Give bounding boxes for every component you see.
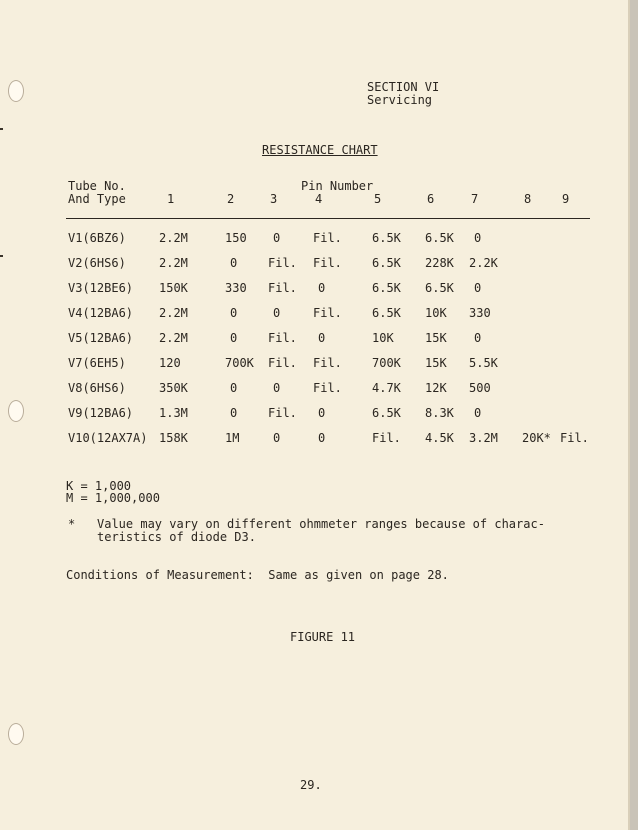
tube-type-cell: V3(12BE6) bbox=[68, 281, 134, 295]
resistance-cell-pin-4: Fil. bbox=[313, 306, 342, 320]
resistance-cell-pin-4: 0 bbox=[318, 331, 326, 345]
resistance-cell-pin-2: 700K bbox=[225, 356, 254, 370]
tube-type-cell: V2(6HS6) bbox=[68, 256, 126, 270]
resistance-cell-pin-6: 228K bbox=[425, 256, 454, 270]
tube-type-cell: V7(6EH5) bbox=[68, 356, 126, 370]
resistance-cell-pin-1: 1.3M bbox=[159, 406, 188, 420]
resistance-cell-pin-2: 0 bbox=[230, 406, 238, 420]
table-row bbox=[0, 281, 630, 295]
resistance-cell-pin-4: Fil. bbox=[313, 381, 342, 395]
resistance-cell-pin-6: 8.3K bbox=[425, 406, 454, 420]
table-rule bbox=[66, 218, 590, 219]
table-row bbox=[0, 331, 630, 345]
pin-header-3: 3 bbox=[270, 192, 278, 206]
resistance-cell-pin-5: 6.5K bbox=[372, 281, 401, 295]
resistance-cell-pin-2: 330 bbox=[225, 281, 247, 295]
resistance-cell-pin-5: 6.5K bbox=[372, 231, 401, 245]
table-row bbox=[0, 306, 630, 320]
resistance-cell-pin-7: 0 bbox=[474, 406, 482, 420]
resistance-cell-pin-5: 6.5K bbox=[372, 406, 401, 420]
pin-header-5: 5 bbox=[374, 192, 382, 206]
resistance-cell-pin-6: 6.5K bbox=[425, 231, 454, 245]
resistance-cell-pin-3: Fil. bbox=[268, 256, 297, 270]
resistance-cell-pin-7: 0 bbox=[474, 231, 482, 245]
resistance-cell-pin-4: 0 bbox=[318, 406, 326, 420]
resistance-cell-pin-9: Fil. bbox=[560, 431, 589, 445]
tube-type-cell: V10(12AX7A) bbox=[68, 431, 148, 445]
resistance-cell-pin-1: 158K bbox=[159, 431, 188, 445]
resistance-cell-pin-3: 0 bbox=[273, 431, 281, 445]
resistance-cell-pin-1: 120 bbox=[159, 356, 181, 370]
resistance-cell-pin-7: 0 bbox=[474, 281, 482, 295]
resistance-cell-pin-7: 330 bbox=[469, 306, 491, 320]
pin-header-2: 2 bbox=[227, 192, 235, 206]
table-row bbox=[0, 406, 630, 420]
margin-mark bbox=[0, 128, 3, 130]
resistance-cell-pin-4: 0 bbox=[318, 431, 326, 445]
resistance-cell-pin-3: 0 bbox=[273, 231, 281, 245]
pin-header-6: 6 bbox=[427, 192, 435, 206]
resistance-cell-pin-1: 2.2M bbox=[159, 331, 188, 345]
resistance-cell-pin-3: Fil. bbox=[268, 406, 297, 420]
resistance-cell-pin-4: Fil. bbox=[313, 231, 342, 245]
resistance-cell-pin-5: 10K bbox=[372, 331, 394, 345]
tube-type-cell: V5(12BA6) bbox=[68, 331, 134, 345]
binder-hole bbox=[8, 723, 24, 745]
pin-header-9: 9 bbox=[562, 192, 570, 206]
pin-header-8: 8 bbox=[524, 192, 532, 206]
tube-type-cell: V8(6HS6) bbox=[68, 381, 126, 395]
tube-header-line1: Tube No. bbox=[68, 179, 126, 193]
resistance-cell-pin-5: 4.7K bbox=[372, 381, 401, 395]
footnote-line1: Value may vary on different ohmmeter ranges because of charac- bbox=[97, 517, 545, 531]
resistance-cell-pin-2: 0 bbox=[230, 256, 238, 270]
resistance-cell-pin-6: 12K bbox=[425, 381, 447, 395]
resistance-cell-pin-1: 2.2M bbox=[159, 256, 188, 270]
tube-type-cell: V4(12BA6) bbox=[68, 306, 134, 320]
resistance-cell-pin-8: 20K* bbox=[522, 431, 551, 445]
pin-header-4: 4 bbox=[315, 192, 323, 206]
section-subheading: Servicing bbox=[367, 93, 433, 107]
resistance-cell-pin-5: 6.5K bbox=[372, 306, 401, 320]
table-row bbox=[0, 231, 630, 245]
resistance-cell-pin-4: Fil. bbox=[313, 256, 342, 270]
resistance-cell-pin-3: 0 bbox=[273, 381, 281, 395]
resistance-cell-pin-3: Fil. bbox=[268, 356, 297, 370]
resistance-cell-pin-2: 150 bbox=[225, 231, 247, 245]
binder-hole bbox=[8, 80, 24, 102]
resistance-cell-pin-6: 10K bbox=[425, 306, 447, 320]
footnote-star: * bbox=[68, 517, 76, 531]
tube-header-line2: And Type bbox=[68, 192, 126, 206]
page-number: 29. bbox=[300, 778, 322, 792]
footnote-line2: teristics of diode D3. bbox=[97, 530, 256, 544]
resistance-cell-pin-3: 0 bbox=[273, 306, 281, 320]
resistance-cell-pin-3: Fil. bbox=[268, 331, 297, 345]
resistance-cell-pin-6: 6.5K bbox=[425, 281, 454, 295]
resistance-cell-pin-1: 2.2M bbox=[159, 306, 188, 320]
resistance-cell-pin-5: 700K bbox=[372, 356, 401, 370]
table-row bbox=[0, 381, 630, 395]
resistance-cell-pin-7: 5.5K bbox=[469, 356, 498, 370]
table-row bbox=[0, 431, 630, 445]
resistance-cell-pin-5: 6.5K bbox=[372, 256, 401, 270]
resistance-cell-pin-6: 15K bbox=[425, 331, 447, 345]
resistance-cell-pin-4: 0 bbox=[318, 281, 326, 295]
m-definition: M = 1,000,000 bbox=[66, 491, 160, 505]
resistance-cell-pin-1: 150K bbox=[159, 281, 188, 295]
resistance-cell-pin-3: Fil. bbox=[268, 281, 297, 295]
resistance-cell-pin-7: 2.2K bbox=[469, 256, 498, 270]
resistance-cell-pin-1: 2.2M bbox=[159, 231, 188, 245]
resistance-cell-pin-6: 4.5K bbox=[425, 431, 454, 445]
table-row bbox=[0, 356, 630, 370]
resistance-cell-pin-2: 1M bbox=[225, 431, 240, 445]
resistance-cell-pin-5: Fil. bbox=[372, 431, 401, 445]
page-edge bbox=[630, 0, 638, 830]
resistance-cell-pin-2: 0 bbox=[230, 381, 238, 395]
resistance-cell-pin-2: 0 bbox=[230, 306, 238, 320]
resistance-cell-pin-6: 15K bbox=[425, 356, 447, 370]
tube-type-cell: V1(6BZ6) bbox=[68, 231, 126, 245]
resistance-cell-pin-7: 0 bbox=[474, 331, 482, 345]
pin-header-1: 1 bbox=[167, 192, 175, 206]
section-heading: SECTION VI bbox=[367, 80, 440, 94]
resistance-cell-pin-7: 3.2M bbox=[469, 431, 498, 445]
table-row bbox=[0, 256, 630, 270]
resistance-cell-pin-4: Fil. bbox=[313, 356, 342, 370]
pin-header-7: 7 bbox=[471, 192, 479, 206]
chart-title: RESISTANCE CHART bbox=[262, 143, 378, 157]
resistance-cell-pin-2: 0 bbox=[230, 331, 238, 345]
k-definition: K = 1,000 bbox=[66, 479, 132, 493]
figure-label: FIGURE 11 bbox=[290, 630, 356, 644]
resistance-cell-pin-7: 500 bbox=[469, 381, 491, 395]
pin-number-header: Pin Number bbox=[301, 179, 374, 193]
tube-type-cell: V9(12BA6) bbox=[68, 406, 134, 420]
resistance-cell-pin-1: 350K bbox=[159, 381, 188, 395]
conditions-text: Conditions of Measurement: Same as given on page 28. bbox=[66, 568, 449, 582]
